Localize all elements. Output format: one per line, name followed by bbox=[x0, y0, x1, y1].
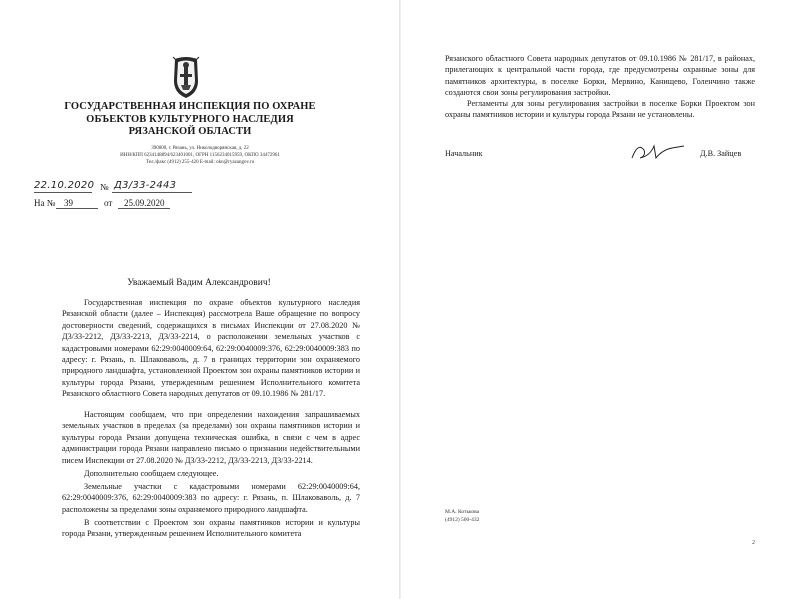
org-inn: ИНН/КПП 6234148894/623401001, ОГРН 1156234015959, ОКПО 34472961 bbox=[120, 153, 280, 158]
paragraph-1: Государственная инспекция по охране объектов культурного наследия Рязанской области (далее – Инспекция) рассмотрела Ваше обращение по вопросу достоверности сведений, содержащихся в письмах Инспекции от 27.08.2020 № Д3/33-2212, Д3/33-2213, Д3/33-2214, о расположении земельных участков с кадастровыми номерами 62:29:0040009:64, 62:29:0040009:376, 62:29:0040009:383 по адресу: г. Рязань, п. Шлаковаволь, д. 7 в границах территории зон охраняемого природного ландшафта, установленной Проектом зон охраны памятников истории и культуры города Рязани, утвержденным решением Исполнительного комитета Рязанского областного Совета народных депутатов от 09.10.1986 № 281/17. bbox=[62, 298, 360, 399]
coat-of-arms-icon bbox=[167, 55, 205, 99]
org-line-1: ГОСУДАРСТВЕННАЯ ИНСПЕКЦИЯ ПО ОХРАНЕ bbox=[64, 101, 316, 112]
paragraph-3: Дополнительно сообщаем следующее. bbox=[84, 469, 219, 478]
reply-number-underline bbox=[56, 208, 98, 209]
org-line-3: РЯЗАНСКОЙ ОБЛАСТИ bbox=[128, 126, 252, 137]
salutation: Уважаемый Вадим Александрович! bbox=[127, 278, 271, 288]
right-paragraph-2: Регламенты для зоны регулирования застройки в поселке Борки Проектом зон охраны памятников истории и культуры города Рязани не установлены. bbox=[445, 99, 755, 120]
executor-name: М.А. Котькова bbox=[445, 509, 480, 515]
reply-to-number: 39 bbox=[64, 198, 73, 208]
page-number: 2 bbox=[752, 540, 755, 546]
outgoing-number: Д3/33-2443 bbox=[114, 180, 177, 191]
reply-date: 25.09.2020 bbox=[124, 198, 165, 208]
signature-icon bbox=[628, 136, 688, 166]
executor-phone: (4912) 500-432 bbox=[445, 517, 480, 523]
executor-info bbox=[445, 508, 479, 524]
date-underline bbox=[34, 192, 92, 193]
reply-date-underline bbox=[118, 208, 170, 209]
org-address: 390000, г. Рязань, ул. Николодворянская, д. 22 bbox=[151, 146, 249, 151]
paragraph-5: В соответствии с Проектом зон охраны памятников истории и культуры города Рязани, утвержденным решением Исполнительного комитета bbox=[62, 518, 360, 539]
paragraph-2: Настоящим сообщаем, что при определении нахождения запрашиваемых земельных участков в пределах (за пределами) зон охраны памятников истории и культуры города Рязани допущена техническая ошибка, в связи с чем в адрес администрации города Рязани направлено письмо о признании недействительными писем Инспекции от 27.08.2020 № Д3/33-2212, Д3/33-2213, Д3/33-2214. bbox=[62, 410, 360, 465]
signer-role: Начальник bbox=[445, 149, 483, 158]
reply-date-label: от bbox=[104, 198, 113, 208]
number-label: № bbox=[100, 182, 109, 192]
signer-name: Д.В. Зайцев bbox=[700, 149, 742, 158]
page-divider bbox=[399, 0, 401, 599]
organization-heading bbox=[40, 101, 340, 139]
number-underline bbox=[112, 192, 192, 193]
org-line-2: ОБЪЕКТОВ КУЛЬТУРНОГО НАСЛЕДИЯ bbox=[86, 113, 294, 125]
outgoing-date: 22.10.2020 bbox=[34, 180, 95, 191]
paragraph-4: Земельные участки с кадастровыми номерами 62:29:0040009:64, 62:29:0040009:376, 62:29:0040009:383 по адресу: г. Рязань, п. Шлаковаволь, д. 7 расположены за пределами зоны охраняемого природного ландшафта. bbox=[62, 482, 360, 514]
reply-to-label: На № bbox=[34, 198, 56, 208]
org-contacts bbox=[70, 145, 330, 166]
org-phone: Тел./факс (4912) 255-420 E-mail: okn@ryazangov.ru bbox=[145, 160, 255, 165]
right-paragraph-1: Рязанского областного Совета народных депутатов от 09.10.1986 № 281/17, в районах, прилегающих к центральной части города, где предусмотрены охранные зоны для памятников архитектуры, в поселке Борки, Мервино, Канищево, Голенчино также создаются свои зоны регулирования застройки. bbox=[445, 54, 755, 98]
